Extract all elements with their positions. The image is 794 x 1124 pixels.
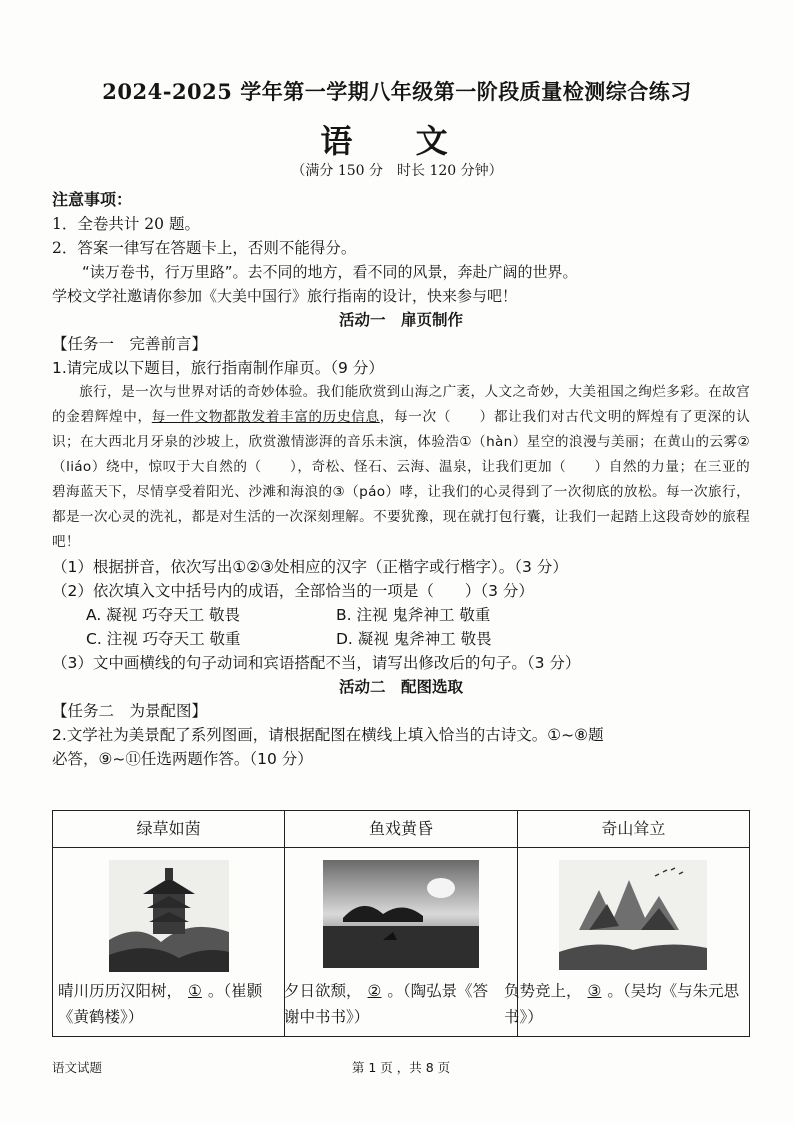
options-block: [52, 603, 750, 651]
caption-before: 夕日欲颓，: [284, 982, 362, 1000]
picture-table: [52, 810, 750, 1037]
exam-body: [52, 188, 750, 771]
answer-blank-1[interactable]: ①: [188, 982, 202, 1000]
table-header: 奇山耸立: [517, 811, 749, 848]
option-c: C. 注视 巧夺天工 敬重: [86, 630, 241, 648]
option-d: D. 凝视 鬼斧神工 敬畏: [336, 630, 492, 648]
caption-after: 。（崔颢《黄鹤楼》）: [58, 982, 263, 1026]
passage-text: 情澎湃的音乐未演，体验浩①（hàn）星空的浪漫与美丽；在黄山的云雾②（liáo）绕中，: [52, 434, 750, 475]
caption-3: [504, 978, 744, 1030]
subject-title: 语 文: [320, 122, 474, 160]
caption-before: 晴川历历汉阳树，: [58, 982, 183, 1000]
question-2-line2: 必答，⑨~⑪任选两题作答。（10 分）: [52, 750, 313, 768]
notes-heading: 注意事项：: [52, 190, 133, 209]
passage-text: 惊叹于大自然的（ ），奇松、怪石、云海、温泉，让我们更加（ ）自然的力量；: [148, 459, 694, 475]
ink-mountain-painting-icon: [559, 860, 707, 970]
table-header: 鱼戏黄昏: [285, 811, 517, 848]
sunset-lake-photo-icon: [323, 860, 479, 968]
answer-blank-2[interactable]: ②: [367, 982, 382, 1000]
caption-after: 。（吴均《与朱元思书》）: [504, 982, 740, 1026]
underlined-sentence: 每一件文物都散发着丰富的历史信息: [151, 409, 380, 425]
intro-line: “读万卷书，行万里路”。去不同的地方，看不同的风景，奔赴广阔的世界。: [82, 263, 578, 281]
passage-text: 在三亚的碧海蓝天下，尽情享受着阳光、沙滩和海浪的③（páo）哮，让我们的心灵得到了: [52, 459, 750, 500]
activity2-title: 活动二 配图选取: [338, 678, 463, 696]
exam-title: 2024-2025 学年第一学期八年级第一阶段质量检测综合练习: [102, 79, 692, 104]
question-2-line1: 2.文学社为美景配了系列图画，请根据配图在横线上填入恰当的古诗文。①~⑧题: [52, 726, 604, 744]
note-item: 1．全卷共计 20 题。: [52, 215, 200, 233]
option-a: A. 凝视 巧夺天工 敬畏: [86, 606, 241, 624]
task2-heading: 【任务二 为景配图】: [52, 702, 208, 720]
caption-before: 负势竞上，: [504, 982, 582, 1000]
passage-text: ，每一次: [379, 409, 437, 425]
option-b: B. 注视 鬼斧神工 敬重: [336, 606, 491, 624]
sub-question-2: （2）依次填入文中括号内的成语，全部恰当的一项是（ ）（3 分）: [52, 582, 534, 600]
pavilion-painting-icon: [109, 860, 229, 972]
passage-text: 祖国之绚烂多彩。在故宫的金碧辉煌中，: [52, 384, 750, 425]
table-header: 绿草如茵: [53, 811, 285, 848]
passage-text: （ ）都让我们对古代文明的辉煌有了更深的认识；在大西北月牙泉的沙坡上，欣赏激: [52, 409, 750, 450]
intro-line: 学校文学社邀请你参加《大美中国行》旅行指南的设计，快来参与吧！: [52, 287, 518, 305]
passage-text: 犹豫，现在就打包行囊，让我们一起踏上这段奇妙的旅程吧！: [52, 509, 751, 550]
passage-text: 一次彻底的放松。每一次旅行，都是一次心灵的洗礼，都是对生活的一次深刻理解。不要: [52, 484, 751, 525]
question-1: 1.请完成以下题目，旅行指南制作扉页。（9 分）: [52, 359, 384, 377]
passage-text: 旅行，是一次与世界对话的奇妙体验。我们能欣赏到山海之广袤，人文之奇妙，大美: [79, 384, 597, 400]
sub-question-3: （3）文中画横线的句子动词和宾语搭配不当，请写出修改后的句子。（3 分）: [52, 654, 581, 672]
answer-blank-3[interactable]: ③: [587, 982, 602, 1000]
footer-subject: 语文试题: [52, 1060, 103, 1075]
page-number: 第 1 页 ，共 8 页: [351, 1060, 451, 1075]
note-item: 2．答案一律写在答题卡上，否则不能得分。: [52, 239, 357, 257]
caption-1: [58, 978, 272, 1030]
caption-after: 。（陶弘景《答谢中书书》）: [284, 982, 489, 1026]
caption-2: [284, 978, 492, 1030]
sub-question-1: （1）根据拼音，依次写出①②③处相应的汉字（正楷字或行楷字）。（3 分）: [52, 558, 568, 576]
score-info: （满分 150 分 时长 120 分钟）: [291, 163, 503, 179]
task1-heading: 【任务一 完善前言】: [52, 335, 208, 353]
preface-passage: [52, 380, 750, 555]
activity1-title: 活动一 扉页制作: [338, 311, 463, 329]
